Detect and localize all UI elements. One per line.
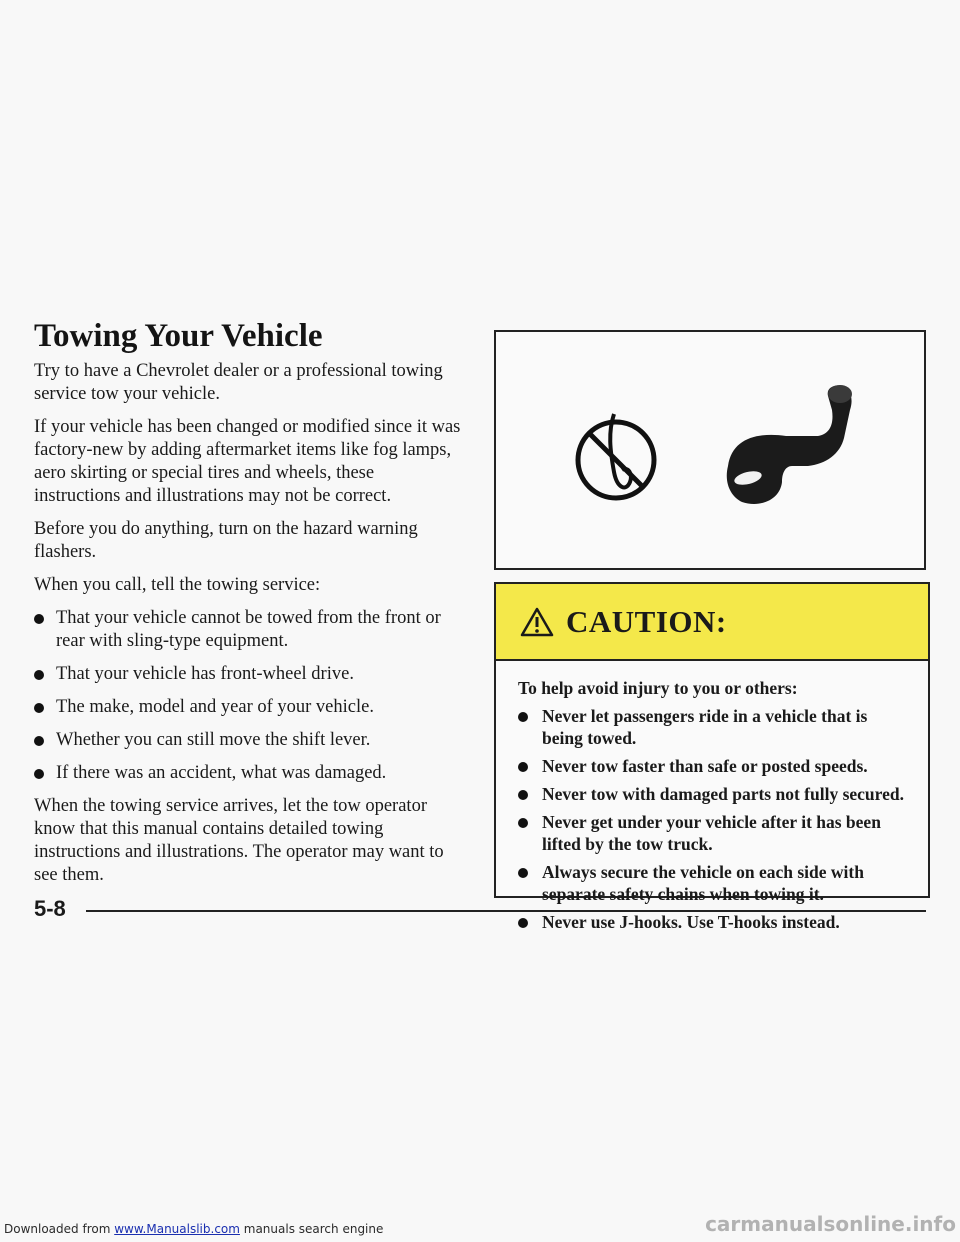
hazard-paragraph: Before you do anything, turn on the hazard warning flashers. (34, 519, 418, 562)
caution-body (496, 661, 928, 933)
bullet-icon (34, 736, 44, 746)
list-item: If there was an accident, what was damaged. (34, 762, 464, 785)
intro-paragraph: Try to have a Chevrolet dealer or a professional towing service tow your vehicle. (34, 361, 443, 404)
list-item: Always secure the vehicle on each side with separate safety chains when towing it. (518, 861, 912, 905)
bullet-icon (518, 818, 528, 828)
call-paragraph: When you call, tell the towing service: (34, 575, 321, 595)
watermark: carmanualsonline.info (705, 1212, 956, 1236)
hook-illustration (494, 330, 926, 570)
bullet-icon (34, 703, 44, 713)
bullet-icon (518, 868, 528, 878)
list-item: Never tow with damaged parts not fully secured. (518, 783, 912, 805)
page-title: Towing Your Vehicle (34, 318, 323, 354)
caution-title: CAUTION: (566, 603, 727, 639)
warning-triangle-icon (520, 607, 554, 637)
closing-paragraph: When the towing service arrives, let the tow operator know that this manual contains detailed towing instructions and illustrations. The operator may want to see them. (34, 796, 444, 885)
bullet-icon (518, 790, 528, 800)
download-prefix: Downloaded from (4, 1222, 115, 1236)
page-footer (34, 896, 926, 926)
towing-instructions (34, 360, 464, 897)
list-item: Never tow faster than safe or posted speeds. (518, 755, 912, 777)
list-item: The make, model and year of your vehicle. (34, 696, 464, 719)
list-item: That your vehicle cannot be towed from the front or rear with sling-type equipment. (34, 607, 464, 653)
bullet-icon (518, 712, 528, 722)
no-j-hook-icon (578, 414, 654, 498)
manualslib-link[interactable]: www.Manualslib.com (114, 1222, 240, 1236)
list-item: Never let passengers ride in a vehicle that is being towed. (518, 705, 912, 749)
footer-rule (86, 910, 926, 912)
modification-paragraph: If your vehicle has been changed or modified since it was factory-new by adding aftermarket items like fog lamps, aero skirting or special tires and wheels, these instructions and illustrations may not be correct. (34, 417, 461, 506)
download-suffix: manuals search engine (239, 1222, 384, 1236)
caution-intro: To help avoid injury to you or others: (518, 678, 798, 698)
download-footer (0, 1222, 383, 1242)
bullet-icon (34, 614, 44, 624)
tell-list (34, 607, 464, 785)
page-number: 5-8 (34, 896, 66, 921)
caution-header (496, 584, 928, 661)
t-hook-icon (727, 385, 852, 504)
list-item: Never use J-hooks. Use T-hooks instead. (518, 911, 912, 933)
list-item: Never get under your vehicle after it has been lifted by the tow truck. (518, 811, 912, 855)
list-item: That your vehicle has front-wheel drive. (34, 663, 464, 686)
caution-box (494, 582, 930, 932)
hook-illustration-svg (496, 332, 924, 568)
bullet-icon (34, 670, 44, 680)
list-item: Whether you can still move the shift lever. (34, 729, 464, 752)
bullet-icon (518, 762, 528, 772)
bullet-icon (34, 769, 44, 779)
